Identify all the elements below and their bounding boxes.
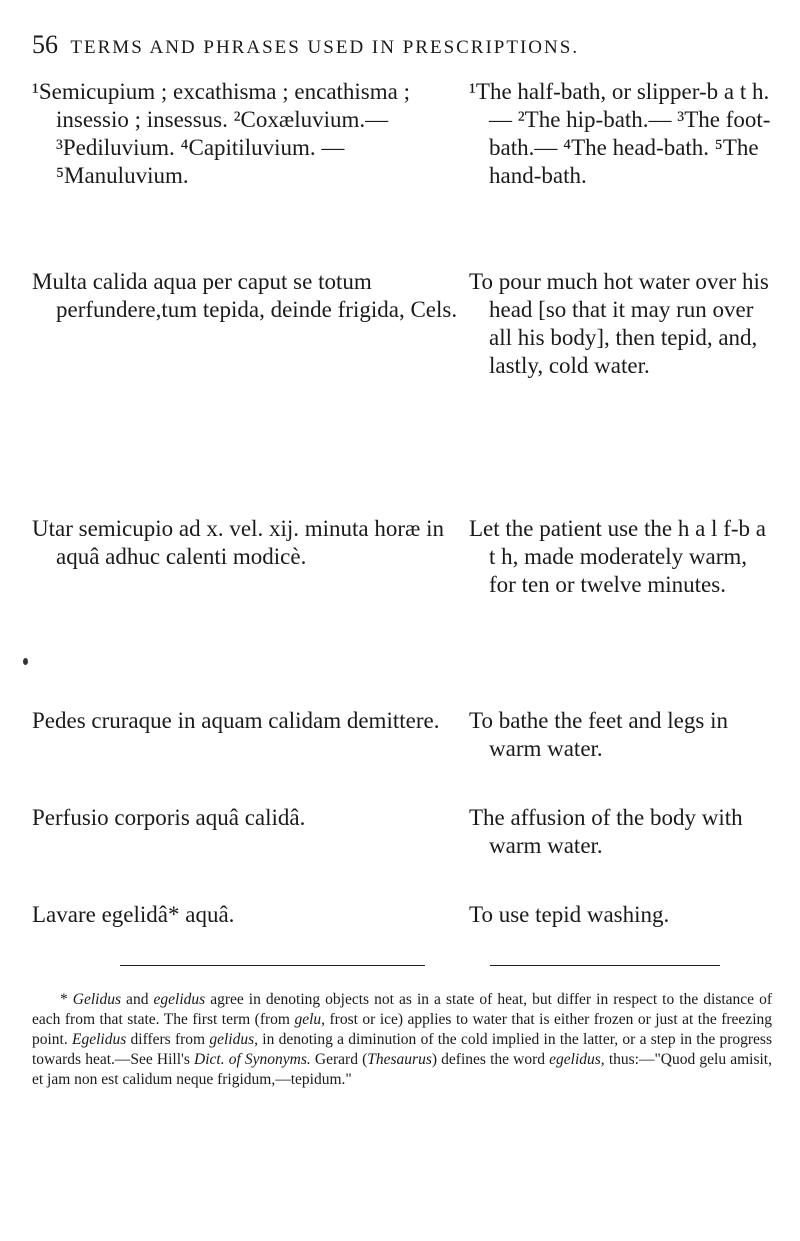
entry-row [32,707,772,804]
latin-phrase: Perfusio corporis aquâ calidâ. [32,805,306,830]
latin-phrase: Pedes cruraque in aquam calidam demittere. [32,708,440,733]
entry-row [32,804,772,901]
english-translation: ¹The half-bath, or slipper-b a t h. — ²The hip-bath.— ³The foot-bath.— ⁴The head-bath. ⁵The hand-bath. [469,79,771,188]
english-translation: To use tepid washing. [469,902,670,927]
footnote-text: frost or ice) applies to water that is either frozen or just at the freezing point. [32,1011,772,1048]
latin-phrase: Multa calida aqua per caput se totum perfundere,tum tepida, deinde frigida, Cels. [32,269,458,322]
footnote-term: gelu, [294,1011,326,1028]
english-translation: To bathe the feet and legs in warm water. [469,708,728,761]
footnote-term: egelidus, [549,1051,605,1068]
footnote-citation: Thesaurus [367,1051,432,1068]
footnote-text: and [121,991,154,1008]
footnote-text: ) defines the word [431,1051,550,1068]
footnote-text: thus:—"Quod gelu amisit, et jam non est calidum neque frigidum,—tepidum." [32,1051,772,1088]
footnote-term: egelidus [153,991,206,1008]
english-translation: The affusion of the body with warm water. [469,805,743,858]
footnote-text: Gerard ( [310,1051,368,1068]
footnote-term: gelidus, [209,1031,259,1048]
entries-table [32,78,772,961]
margin-mark [23,658,28,665]
footnote [32,990,772,1090]
footnote-marker: * [60,991,68,1008]
entry-row [32,515,772,707]
divider-right [490,965,720,966]
latin-phrase: Utar semicupio ad x. vel. xij. minuta horæ in aquâ adhuc calenti modicè. [32,516,445,569]
page-number: 56 [32,30,58,59]
entry-row [32,78,772,268]
entry-row [32,901,772,961]
footnote-citation: Dict. of Synonyms. [194,1051,311,1068]
english-translation: To pour much hot water over his head [so that it may run over all his body], then tepid, and, lastly, cold water. [469,269,769,378]
running-title: TERMS AND PHRASES USED IN PRESCRIPTIONS. [70,37,580,58]
page-header [32,30,772,60]
divider-left [120,965,425,966]
footnote-text: in denoting a diminution of the cold implied in the latter, or a step in the progress towards heat.—See Hill's [32,1031,772,1068]
footnote-text: differs from [126,1031,210,1048]
footnote-text: agree in denoting objects not as in a state of heat, but differ in respect to the distance of each from that state. The first term (from [32,991,773,1028]
english-translation: Let the patient use the h a l f-b a t h, made moderately warm, for ten or twelve minutes. [469,516,766,597]
footnote-term: Gelidus [72,991,122,1008]
latin-phrase: ¹Semicupium ; excathisma ; encathisma ; insessio ; insessus. ²Coxæluvium.—³Pediluvium. ⁴Capitiluvium. —⁵Manuluvium. [32,79,410,188]
entry-row [32,268,772,515]
footnote-term: Egelidus [72,1031,127,1048]
latin-phrase: Lavare egelidâ* aquâ. [32,902,235,927]
